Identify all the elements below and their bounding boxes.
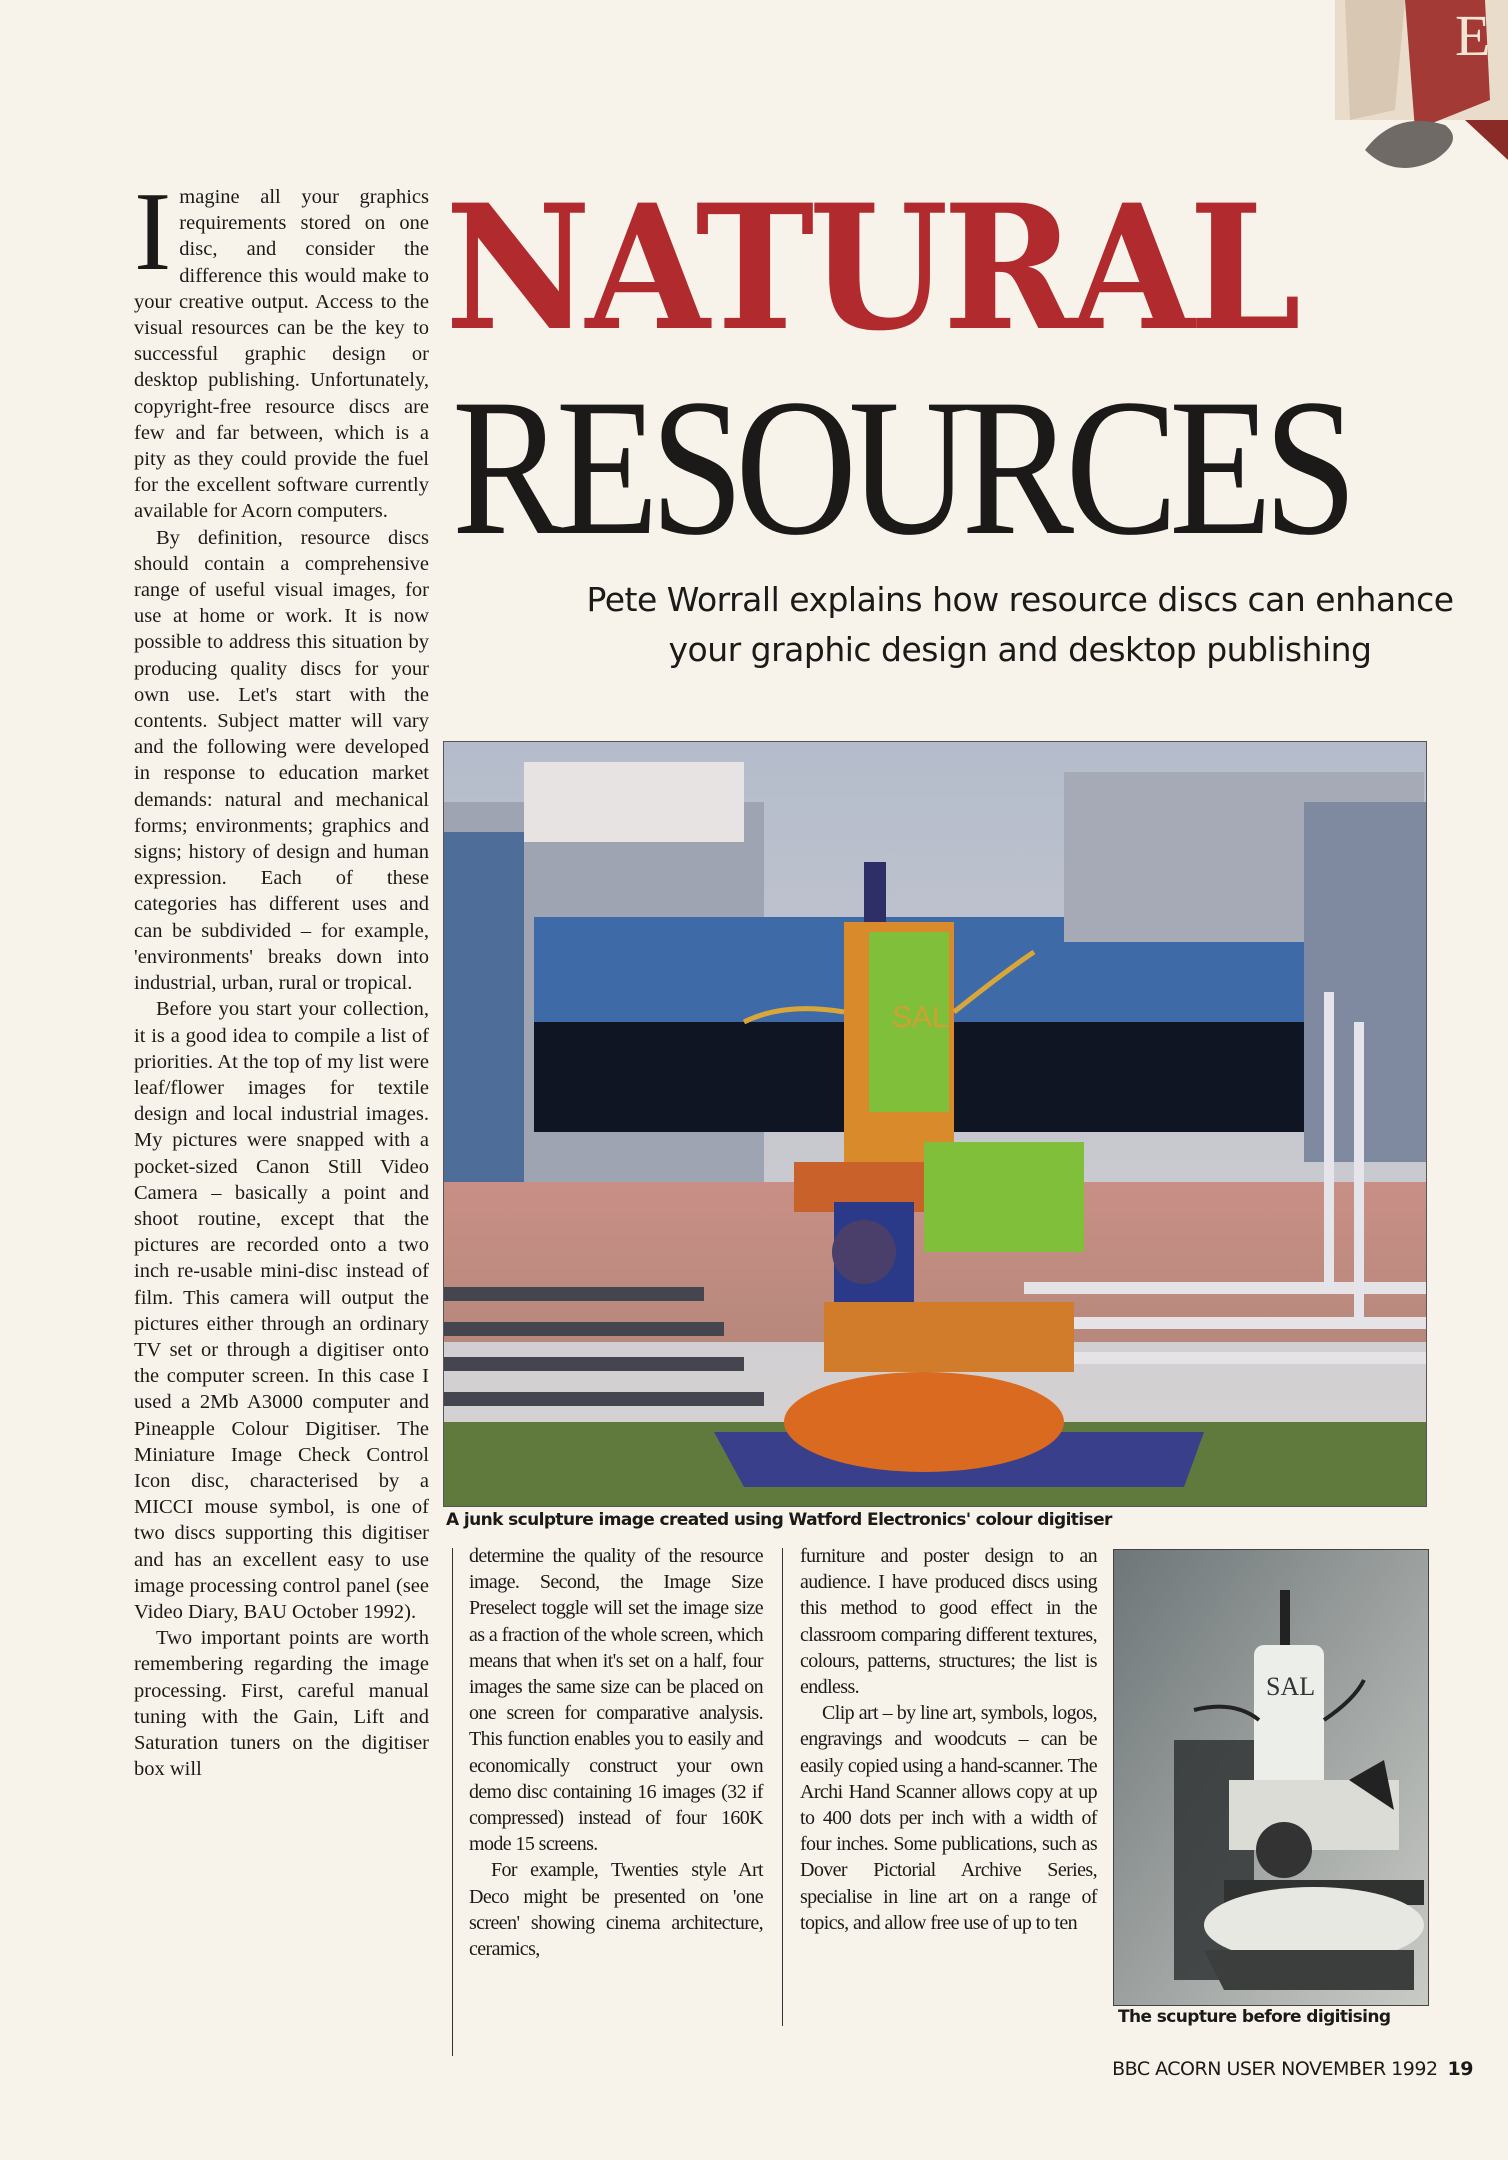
body-paragraph: By definition, resource discs should contain a comprehensive range of useful visual images, for use at home or work. It is now possible to address this situation by producing quality discs for your own use. Let's start with the contents. Subject matter will vary and the following were developed in response to education market demands: natural and mechanical forms; environments; graphics and signs; history of design and human expression. Each of these categories has different uses and can be subdivided – for example, 'environments' breaks down into industrial, urban, rural or tropical. [134,526,429,995]
column-divider [782,1548,783,2026]
drop-cap: I [134,170,172,294]
body-paragraph: Before you start your collection, it is a good idea to compile a list of priorities. At the top of my list were leaf/flower images for textile design and local industrial images. My pictures were snapped with a pocket-sized Canon Still Video Camera – basically a point and shoot routine, except that the pictures are recorded onto a two inch re-usable mini-disc instead of film. This camera will output the pictures either through an ordinary TV set or through a digitiser onto the computer screen. In this case I used a 2Mb A3000 computer and Pineapple Colour Digitiser. The Miniature Image Check Control Icon disc, characterised by a MICCI mouse symbol, is one of two discs supporting this digitiser and has an excellent easy to use image processing control panel (see Video Diary, BAU October 1992). [134,998,429,1623]
publication-info: BBC ACORN USER NOVEMBER 1992 [1112,2058,1438,2080]
headline-line-1: NATURAL [445,166,1296,369]
main-photo-sign-text: SAL [892,1001,949,1034]
main-photo-caption: A junk sculpture image created using Watford Electronics' colour digitiser [446,1510,1112,1530]
article-column-1 [134,170,429,1782]
small-photo-sign-text: SAL [1266,1672,1316,1701]
main-photo-junk-sculpture [443,741,1427,1507]
svg-text:E: E [1455,3,1491,68]
page-footer [1112,2058,1473,2080]
body-paragraph: determine the quality of the resource image. Second, the Image Size Preselect toggle will set the image size as a fraction of the whole screen, which means that when it's set on a half, four images the same size can be placed on one screen for comparative analysis. This function enables you to easily and economically construct your own demo disc containing 16 images (32 if compressed) instead of four 160K mode 15 screens. [469,1545,763,1856]
body-paragraph: Two important points are worth remembering regarding the image processing. First, careful manual tuning with the Gain, Lift and Saturation tuners on the digitiser box will [134,1627,429,1781]
column-divider [452,1548,453,2056]
body-paragraph: magine all your graphics requirements stored on one disc, and consider the difference this would make to your creative output. Access to the visual resources can be the key to successful graphic design or desktop publishing. Unfortunately, copyright-free resource discs are few and far between, which is a pity as they could provide the fuel for the excellent software currently available for Acorn computers. [134,186,429,523]
article-column-2 [469,1543,763,1962]
small-photo-sculpture-before [1113,1549,1429,2006]
body-paragraph: furniture and poster design to an audience. I have produced discs using this method to good effect in the classroom comparing different textures, colours, patterns, structures; the list is endless. [800,1545,1097,1699]
article-column-3 [800,1543,1097,1936]
page-number: 19 [1447,2058,1473,2080]
headline-line-2: RESOURCES [452,359,1349,576]
corner-illustration [1335,0,1508,180]
standfirst: Pete Worrall explains how resource discs can enhance your graphic design and desktop publishing [586,580,1454,669]
body-paragraph: For example, Twenties style Art Deco might be presented on 'one screen' showing cinema architecture, ceramics, [469,1859,763,1961]
body-paragraph: Clip art – by line art, symbols, logos, engravings and woodcuts – can be easily copied using a hand-scanner. The Archi Hand Scanner allows copy at up to 400 dots per inch with a width of four inches. Some publications, such as Dover Pictorial Archive Series, specialise in line art on a range of topics, and allow free use of up to ten [800,1702,1097,1934]
small-photo-caption: The scupture before digitising [1118,2007,1391,2027]
